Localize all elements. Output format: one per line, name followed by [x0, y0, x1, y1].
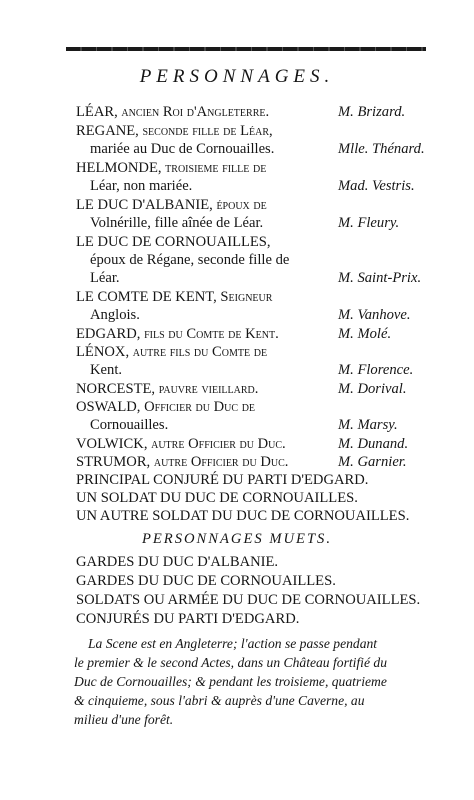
character-line: LÉNOX, autre fils du Comte de — [76, 344, 268, 360]
mute-line: GARDES DU DUC D'ALBANIE. — [76, 554, 279, 570]
character-line: époux de Régane, seconde fille de — [90, 252, 290, 268]
character-line: Volnérille, fille aînée de Léar. — [90, 215, 264, 231]
scene-line: & cinquieme, sous l'abri & auprès d'une Caverne, au — [74, 693, 365, 708]
character-line: NORCESTE, pauvre vieillard. — [76, 381, 259, 397]
actor-name: M. Saint-Prix. — [338, 270, 422, 286]
scene-line: Duc de Cornouailles; & pendant les troisieme, quatrieme — [74, 674, 387, 689]
actor-name: Mlle. Thénard. — [338, 141, 425, 157]
character-line: LE DUC D'ALBANIE, époux de — [76, 197, 267, 213]
scene-line: le premier & le second Actes, dans un Château fortifié du — [74, 655, 387, 670]
character-line: Anglois. — [90, 307, 140, 323]
group-line: PRINCIPAL CONJURÉ DU PARTI D'EDGARD. — [76, 472, 369, 488]
actor-name: M. Marsy. — [338, 417, 398, 433]
character-line: Léar. — [90, 270, 120, 286]
character-line: LE DUC DE CORNOUAILLES, — [76, 234, 271, 250]
scene-line: milieu d'une forêt. — [74, 712, 174, 727]
character-line: LE COMTE DE KENT, Seigneur — [76, 289, 273, 305]
actor-name: M. Dunand. — [338, 436, 409, 452]
mute-line: SOLDATS OU ARMÉE DU DUC DE CORNOUAILLES. — [76, 592, 421, 608]
decorative-rule — [66, 47, 426, 51]
actor-name: M. Garnier. — [338, 454, 407, 470]
actor-name: M. Brizard. — [338, 104, 406, 120]
character-line: REGANE, seconde fille de Léar, — [76, 123, 273, 139]
character-line: OSWALD, Officier du Duc de — [76, 399, 256, 415]
group-line: UN AUTRE SOLDAT DU DUC DE CORNOUAILLES. — [76, 508, 410, 524]
actor-name: M. Dorival. — [338, 381, 407, 397]
character-line: Cornouailles. — [90, 417, 169, 433]
character-line: mariée au Duc de Cornouailles. — [90, 141, 275, 157]
character-line: HELMONDE, troisieme fille de — [76, 160, 267, 176]
mute-line: GARDES DU DUC DE CORNOUAILLES. — [76, 573, 336, 589]
page-heading: PERSONNAGES. — [139, 66, 335, 87]
character-line: EDGARD, fils du Comte de Kent. — [76, 326, 279, 342]
actor-name: M. Molé. — [338, 326, 392, 342]
actor-name: Mad. Vestris. — [338, 178, 415, 194]
group-line: UN SOLDAT DU DUC DE CORNOUAILLES. — [76, 490, 358, 506]
actor-name: M. Vanhove. — [338, 307, 411, 323]
character-line: STRUMOR, autre Officier du Duc. — [76, 454, 289, 470]
scene-line: La Scene est en Angleterre; l'action se passe pendant — [88, 636, 378, 651]
character-line: Léar, non mariée. — [90, 178, 193, 194]
mute-line: CONJURÉS DU PARTI D'EDGARD. — [76, 611, 300, 627]
actor-name: M. Fleury. — [338, 215, 400, 231]
mute-heading: PERSONNAGES MUETS. — [141, 531, 333, 547]
actor-name: M. Florence. — [338, 362, 414, 378]
character-line: LÉAR, ancien Roi d'Angleterre. — [76, 104, 270, 120]
character-line: VOLWICK, autre Officier du Duc. — [76, 436, 286, 452]
character-line: Kent. — [90, 362, 123, 378]
